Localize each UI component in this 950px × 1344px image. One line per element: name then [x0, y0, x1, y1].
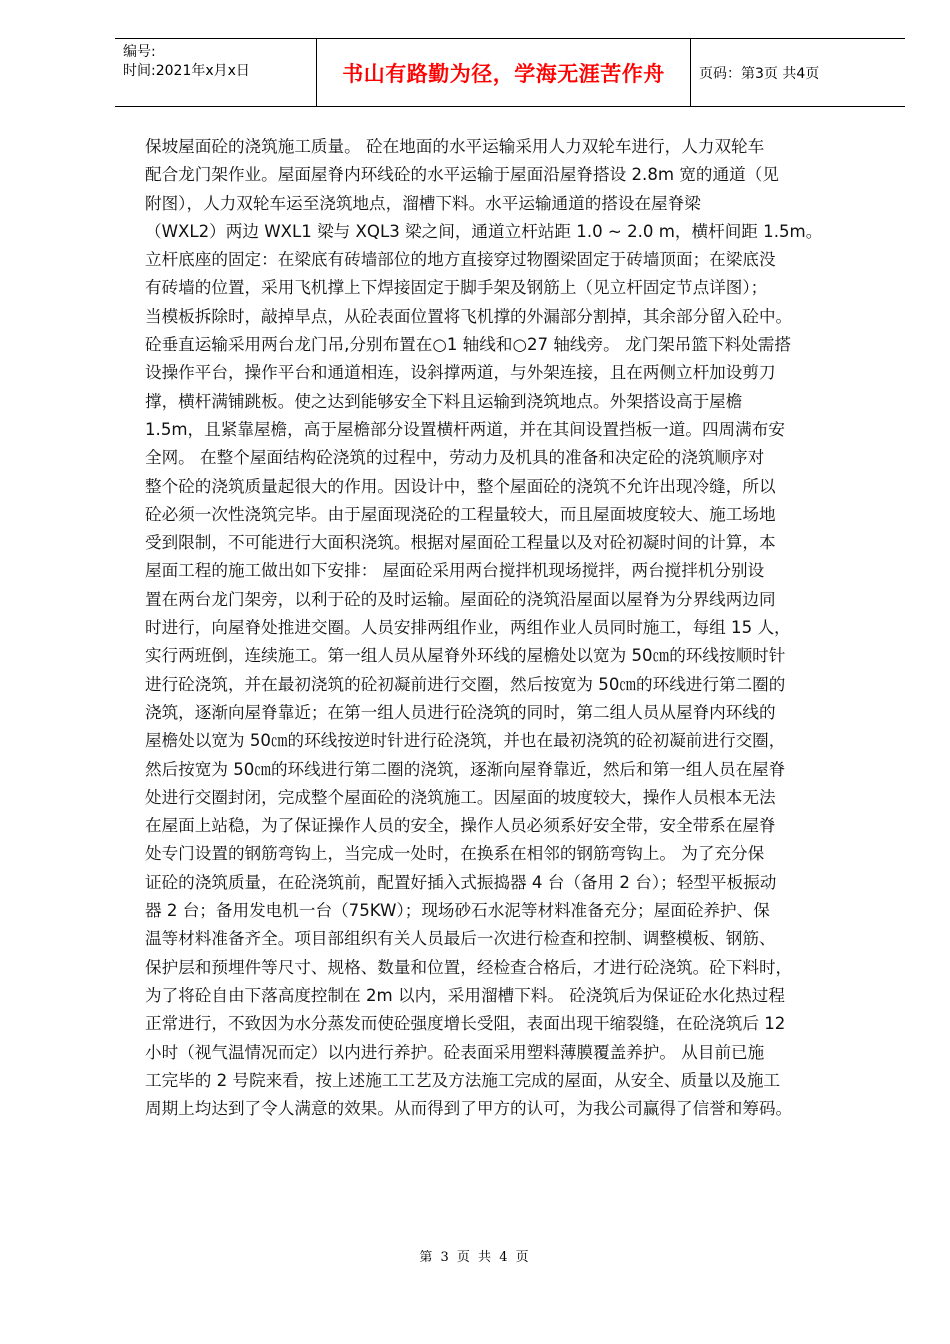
body-line: 小时（视气温情况而定）以内进行养护。砼表面采用塑料薄膜覆盖养护。 从目前已施 — [145, 1042, 765, 1062]
body-line: 有砖墙的位置，采用飞机撑上下焊接固定于脚手架及钢筋上（见立杆固定节点详图）； — [145, 278, 768, 298]
body-line: 浇筑，逐渐向屋脊靠近；在第一组人员进行砼浇筑的同时，第二组人员从屋脊内环线的 — [145, 702, 776, 722]
body-line: 屋檐处以宽为 50㎝的环线按逆时针进行砼浇筑，并也在最初浇筑的砼初凝前进行交圈， — [145, 731, 786, 751]
body-line: 设操作平台，操作平台和通道相连，设斜撑两道，与外架连接，且在两侧立杆加设剪刀 — [145, 363, 776, 383]
body-line: 立杆底座的固定：在梁底有砖墙部位的地方直接穿过物圈梁固定于砖墙顶面；在梁底没 — [145, 250, 776, 270]
body-line: 证砼的浇筑质量，在砼浇筑前，配置好插入式振捣器 4 台（备用 2 台）；轻型平板振动 — [145, 872, 777, 892]
body-line: 然后按宽为 50㎝的环线进行第二圈的浇筑，逐渐向屋脊靠近，然后和第一组人员在屋脊 — [145, 759, 786, 779]
time-label: 时间:2021年x月x日 — [123, 63, 250, 79]
body-line: 砼必须一次性浇筑完毕。由于屋面现浇砼的工程量较大，而且屋面坡度较大、施工场地 — [145, 504, 776, 524]
body-line: 时进行，向屋脊处推进交圈。人员安排两组作业，两组作业人员同时施工，每组 15 人， — [145, 618, 791, 638]
body-line: 1.5m，且紧靠屋檐，高于屋檐部分设置横杆两道，并在其间设置挡板一道。四周满布安 — [145, 419, 785, 439]
body-line: 配合龙门架作业。屋面屋脊内环线砼的水平运输于屋面沿屋脊搭设 2.8m 宽的通道（见 — [145, 165, 779, 185]
page-footer — [0, 1246, 950, 1265]
header-page-cell — [691, 39, 905, 106]
body-line: 撑，横杆满铺跳板。使之达到能够安全下料且运输到浇筑地点。外架搭设高于屋檐 — [145, 391, 743, 411]
footer-page-number: 第 3 页 共 4 页 — [419, 1250, 531, 1265]
body-line: 保坡屋面砼的浇筑施工质量。 砼在地面的水平运输采用人力双轮车进行，人力双轮车 — [145, 137, 765, 156]
body-line: 置在两台龙门架旁，以利于砼的及时运输。屋面砼的浇筑沿屋面以屋脊为分界线两边同 — [145, 589, 776, 609]
body-line: 保护层和预埋件等尺寸、规格、数量和位置，经检查合格后，才进行砼浇筑。砼下料时， — [145, 957, 793, 977]
body-line: 整个砼的浇筑质量起很大的作用。因设计中，整个屋面砼的浇筑不允许出现冷缝，所以 — [145, 476, 776, 496]
body-line: 处进行交圈封闭，完成整个屋面砼的浇筑施工。因屋面的坡度较大，操作人员根本无法 — [145, 787, 776, 807]
page-info: 页码：第3页 共4页 — [699, 65, 820, 82]
body-line: 受到限制，不可能进行大面积浇筑。根据对屋面砼工程量以及对砼初凝时间的计算，本 — [145, 533, 776, 553]
body-line: 屋面工程的施工做出如下安排： 屋面砼采用两台搅拌机现场搅拌，两台搅拌机分别设 — [145, 561, 765, 581]
body-line: 为了将砼自由下落高度控制在 2m 以内，采用溜槽下料。 砼浇筑后为保证砼水化热过程 — [145, 985, 785, 1005]
header-motto-cell — [317, 39, 691, 106]
header-table — [115, 38, 905, 107]
body-line: （WXL2）两边 WXL1 梁与 XQL3 梁之间，通道立杆站距 1.0 ~ 2.0 m，横杆间距 1.5m。 — [145, 221, 823, 241]
body-line: 正常进行，不致因为水分蒸发而使砼强度增长受阻，表面出现干缩裂缝，在砼浇筑后 12 — [145, 1014, 786, 1034]
body-line: 全网。 在整个屋面结构砼浇筑的过程中，劳动力及机具的准备和决定砼的浇筑顺序对 — [145, 448, 765, 468]
body-line: 工完毕的 2 号院来看，按上述施工工艺及方法施工完成的屋面，从安全、质量以及施工 — [145, 1070, 781, 1090]
body-line: 进行砼浇筑，并在最初浇筑的砼初凝前进行交圈，然后按宽为 50㎝的环线进行第二圈的 — [145, 674, 786, 694]
body-line: 在屋面上站稳，为了保证操作人员的安全，操作人员必须系好安全带，安全带系在屋脊 — [145, 816, 776, 836]
body-line: 当模板拆除时，敲掉旱点，从砼表面位置将飞机撑的外漏部分割掉，其余部分留入砼中。 — [145, 306, 793, 326]
body-line: 器 2 台；备用发电机一台（75KW）；现场砂石水泥等材料准备充分；屋面砼养护、保 — [145, 901, 770, 921]
document-body — [145, 133, 891, 1123]
body-line: 温等材料准备齐全。项目部组织有关人员最后一次进行检查和控制、调整模板、钢筋、 — [145, 929, 776, 949]
body-line: 周期上均达到了令人满意的效果。从而得到了甲方的认可，为我公司赢得了信誉和筹码。 — [145, 1099, 793, 1119]
body-line: 附图），人力双轮车运至浇筑地点，溜槽下料。水平运输通道的搭设在屋脊梁 — [145, 193, 701, 213]
motto-text: 书山有路勤为径，学海无涯苦作舟 — [342, 61, 665, 86]
body-line: 砼垂直运输采用两台龙门吊,分别布置在○1 轴线和○27 轴线旁。 龙门架吊篮下料处需搭 — [145, 335, 791, 355]
body-line: 实行两班倒，连续施工。第一组人员从屋脊外环线的屋檐处以宽为 50㎝的环线按顺时针 — [145, 646, 786, 666]
body-line: 处专门设置的钢筋弯钩上，当完成一处时，在换系在相邻的钢筋弯钩上。 为了充分保 — [145, 844, 765, 864]
header-meta — [115, 39, 317, 106]
number-label: 编号: — [123, 44, 156, 60]
